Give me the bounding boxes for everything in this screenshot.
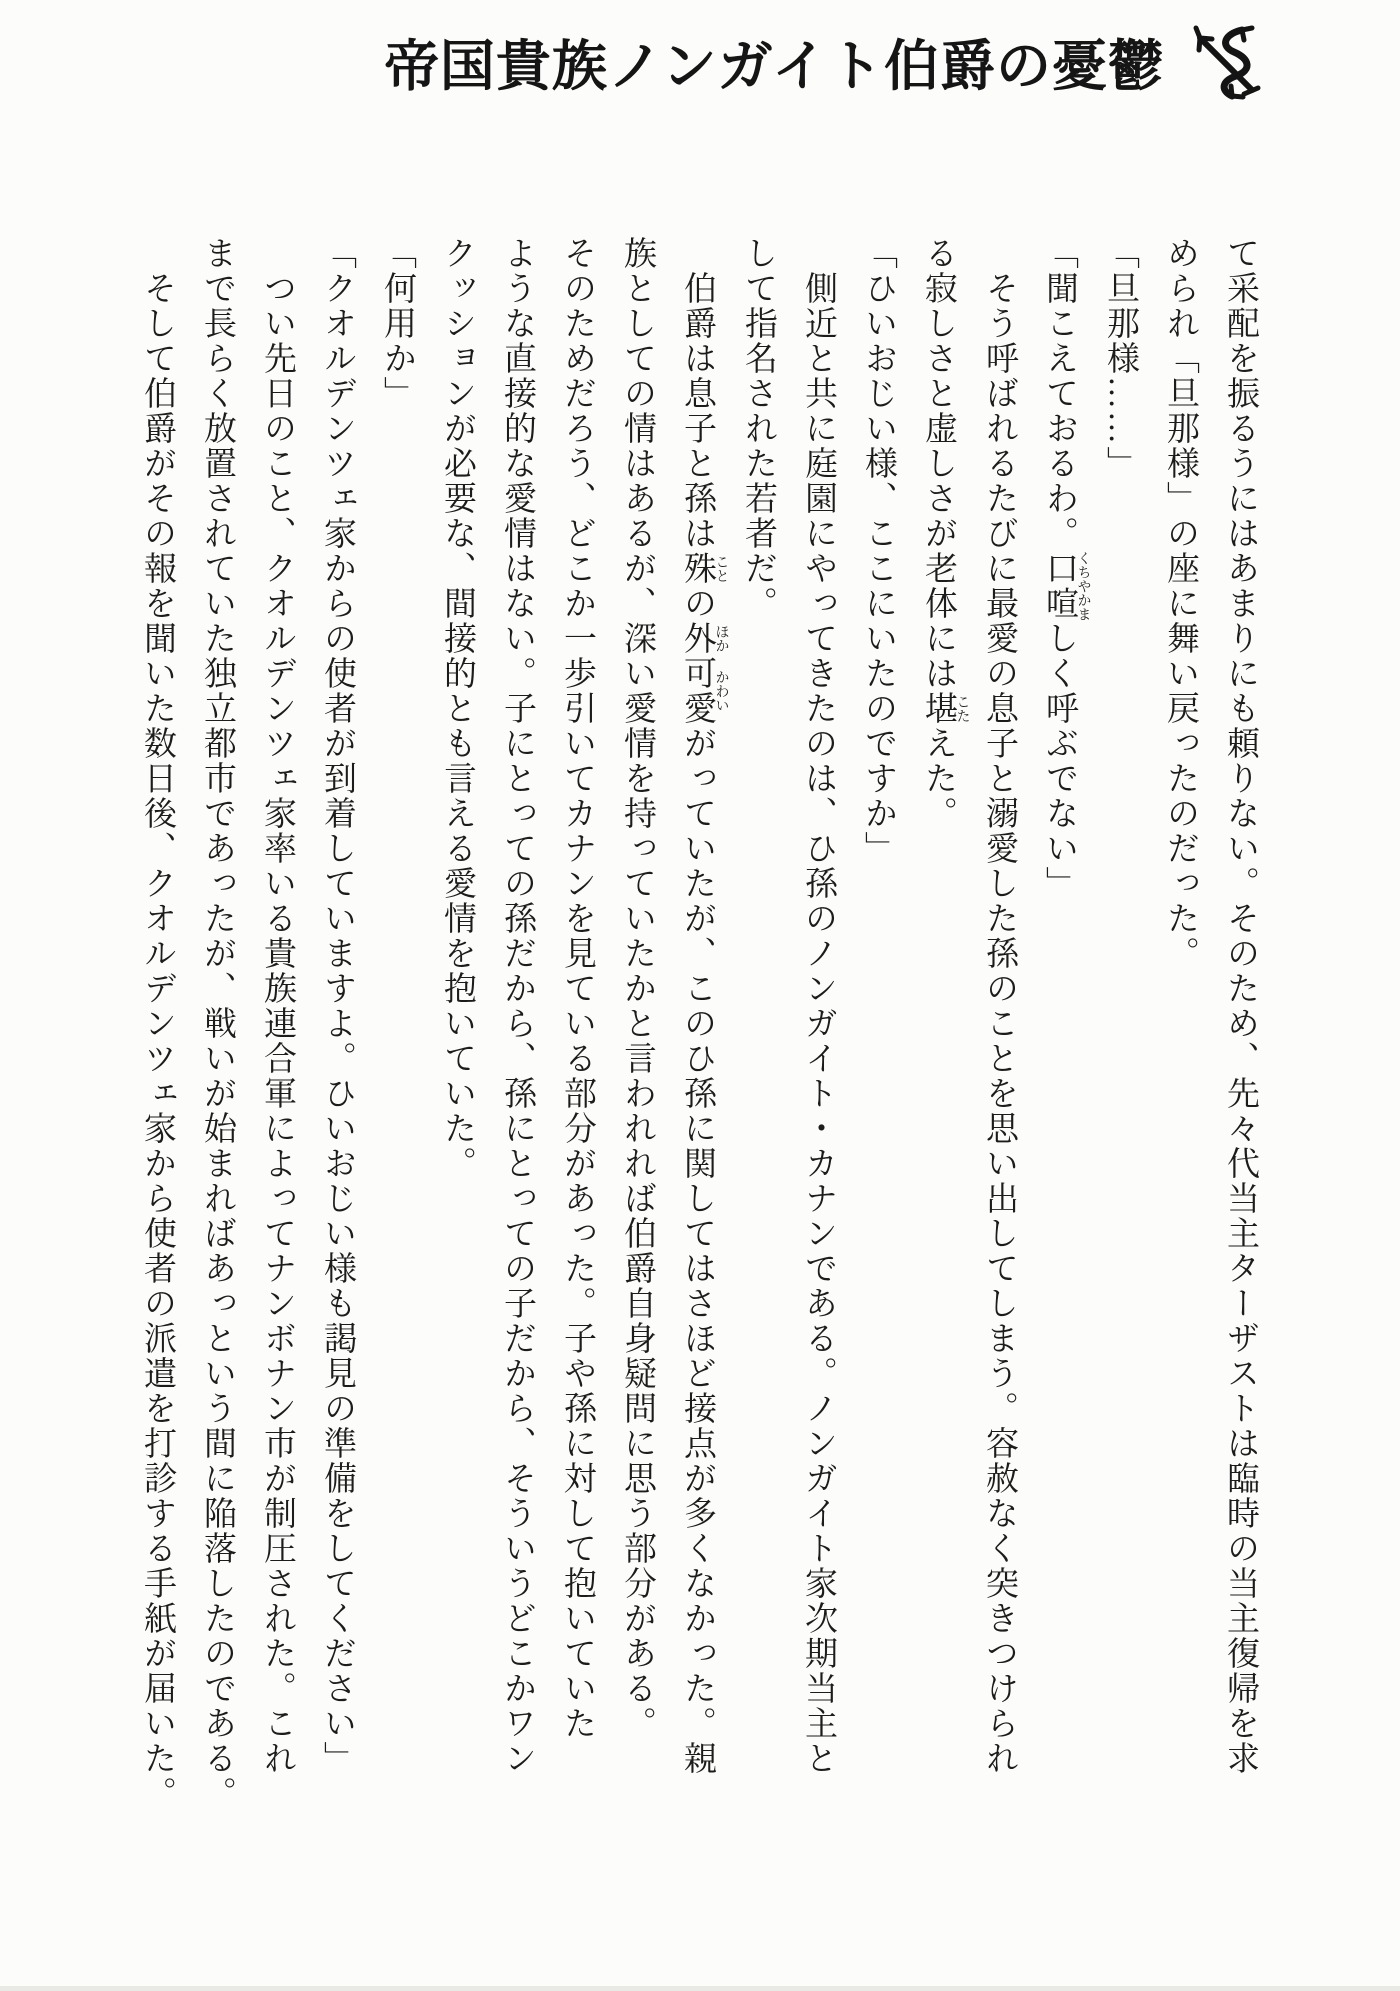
text-column: る寂しさと虚しさが老体には堪こたえた。 <box>920 236 970 831</box>
text-column: つい先日のこと、クオルデンツェ家率いる貴族連合軍によってナンボナン市が制圧された。これ <box>259 236 295 1776</box>
text-column: められ「旦那様」の座に舞い戻ったのだった。 <box>1162 236 1198 971</box>
text-column: そう呼ばれるたびに最愛の息子と溺愛した孫のことを思い出してしまう。容赦なく突きつけられ <box>981 236 1017 1776</box>
text-column: クッションが必要な、間接的とも言える愛情を抱いていた。 <box>439 236 475 1181</box>
text-column: して指名された若者だ。 <box>740 236 776 621</box>
text-column: まで長らく放置されていた独立都市であったが、戦いが始まればあっという間に陥落したのである。 <box>199 236 235 1811</box>
page-header <box>384 22 1266 101</box>
text-column: ような直接的な愛情はない。子にとっての孫だから、孫にとっての子だから、そういうどこかワン <box>499 236 535 1776</box>
page-bottom-edge <box>0 1986 1400 1991</box>
text-column: て采配を振るうにはあまりにも頼りない。そのため、先々代当主ターザストは臨時の当主復帰を求 <box>1222 236 1258 1776</box>
text-column: 「何用か」 <box>379 236 415 411</box>
text-column: 「旦那様……」 <box>1102 236 1138 481</box>
text-column: 「ひいおじい様、ここにいたのですか」 <box>860 236 896 866</box>
text-column: そのためだろう、どこか一歩引いてカナンを見ている部分があった。子や孫に対して抱いていた <box>559 236 595 1741</box>
crossed-spear-serpent-icon <box>1180 24 1266 100</box>
text-column: 伯爵は息子と孫は殊ことの外ほか可愛かわいがっていたが、このひ孫に関してはさほど接点が多くなかった。親 <box>679 236 729 1776</box>
text-column: 「クオルデンツェ家からの使者が到着していますよ。ひいおじい様も謁見の準備をしてください」 <box>319 236 355 1776</box>
text-column: 族としての情はあるが、深い愛情を持っていたかと言われれば伯爵自身疑問に思う部分がある。 <box>619 236 655 1741</box>
body-text <box>127 236 1270 1904</box>
text-column: 側近と共に庭園にやってきたのは、ひ孫のノンガイト・カナンである。ノンガイト家次期当主と <box>800 236 836 1776</box>
text-column: そして伯爵がその報を聞いた数日後、クオルデンツェ家から使者の派遣を打診する手紙が届いた。 <box>139 236 175 1811</box>
text-column: 「聞こえておるわ。口喧くちやかましく呼ぶでない」 <box>1041 236 1091 901</box>
chapter-title: 帝国貴族ノンガイト伯爵の憂鬱 <box>383 36 1164 97</box>
